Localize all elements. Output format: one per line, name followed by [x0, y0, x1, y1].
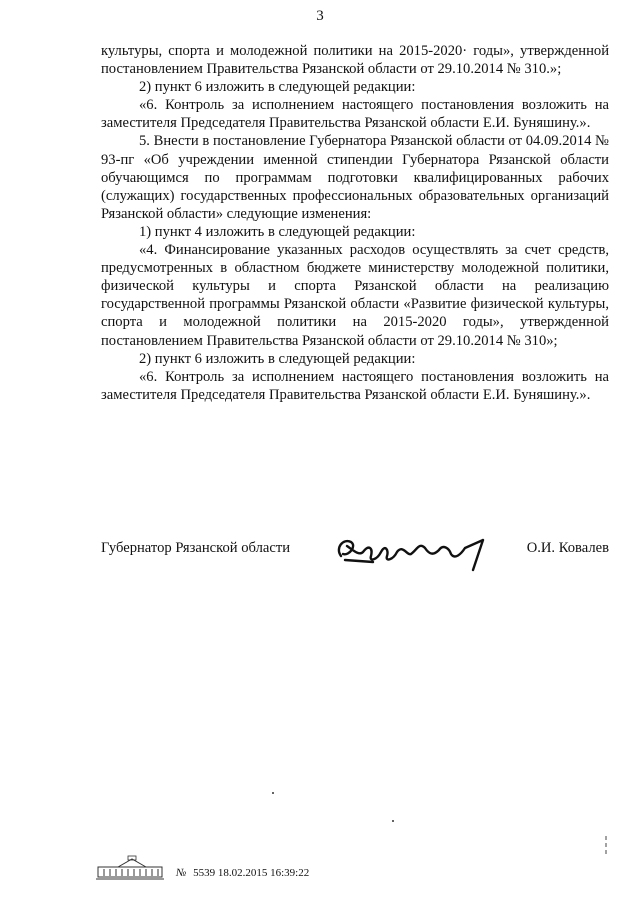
margin-mark-icon: [603, 836, 609, 858]
paragraph-item-2-heading: 2) пункт 6 изложить в следующей редакции:: [139, 79, 416, 96]
handwritten-signature-icon: [333, 526, 503, 578]
paragraph-item-1-heading: 1) пункт 4 изложить в следующей редакции:: [139, 223, 416, 240]
signature-block: [101, 534, 609, 574]
paragraph-section-5: 5. Внести в постановление Губернатора Рязанской области от 04.09.2014 № 93-пг «Об учреждении именной стипендии Губернатора Рязанской области обучающимся по программам подготовки квалифицированных рабочих (служащих) государственных профессиональных образовательных организаций Рязанской области» следующие изменения:: [101, 133, 609, 222]
signatory-name: О.И. Ковалев: [526, 540, 609, 556]
document-number: 5539: [193, 867, 216, 879]
paragraph-continuation: культуры, спорта и молодежной политики на 2015-2020· годы», утвержденной постановлением Правительства Рязанской области от 29.10.2014 № 310.»;: [101, 43, 609, 78]
registration-footer: [96, 855, 356, 885]
stray-dot: [392, 820, 394, 822]
number-sign: №: [176, 867, 187, 879]
paragraph-item-6-text-second: «6. Контроль за исполнением настоящего постановления возложить на заместителя Председателя Правительства Рязанской области Е.И. Буняшину.».: [101, 368, 609, 403]
signatory-title: Губернатор Рязанской области: [101, 540, 291, 556]
registration-timestamp: 18.02.2015 16:39:22: [217, 867, 310, 879]
paragraph-item-4-text: «4. Финансирование указанных расходов осуществлять за счет средств, предусмотренных в областном бюджете министерству молодежной политики, физической культуры и спорта Рязанской области на реализацию государственной программы Рязанской области «Развитие физической культуры, спорта и молодежной политики на 2015-2020 годы», утвержденной постановлением Правительства Рязанской области от 29.10.2014 № 310»;: [101, 242, 609, 349]
paragraph-item-6-text: «6. Контроль за исполнением настоящего постановления возложить на заместителя Председателя Правительства Рязанской области Е.И. Буняшину.».: [101, 97, 609, 132]
paragraph-item-2-heading-second: 2) пункт 6 изложить в следующей редакции:: [139, 350, 416, 367]
building-logo-icon: [96, 855, 168, 881]
registration-stamp: [176, 867, 309, 879]
stray-dot: [272, 792, 274, 794]
document-body: [101, 42, 609, 404]
page-number: 3: [316, 8, 324, 24]
